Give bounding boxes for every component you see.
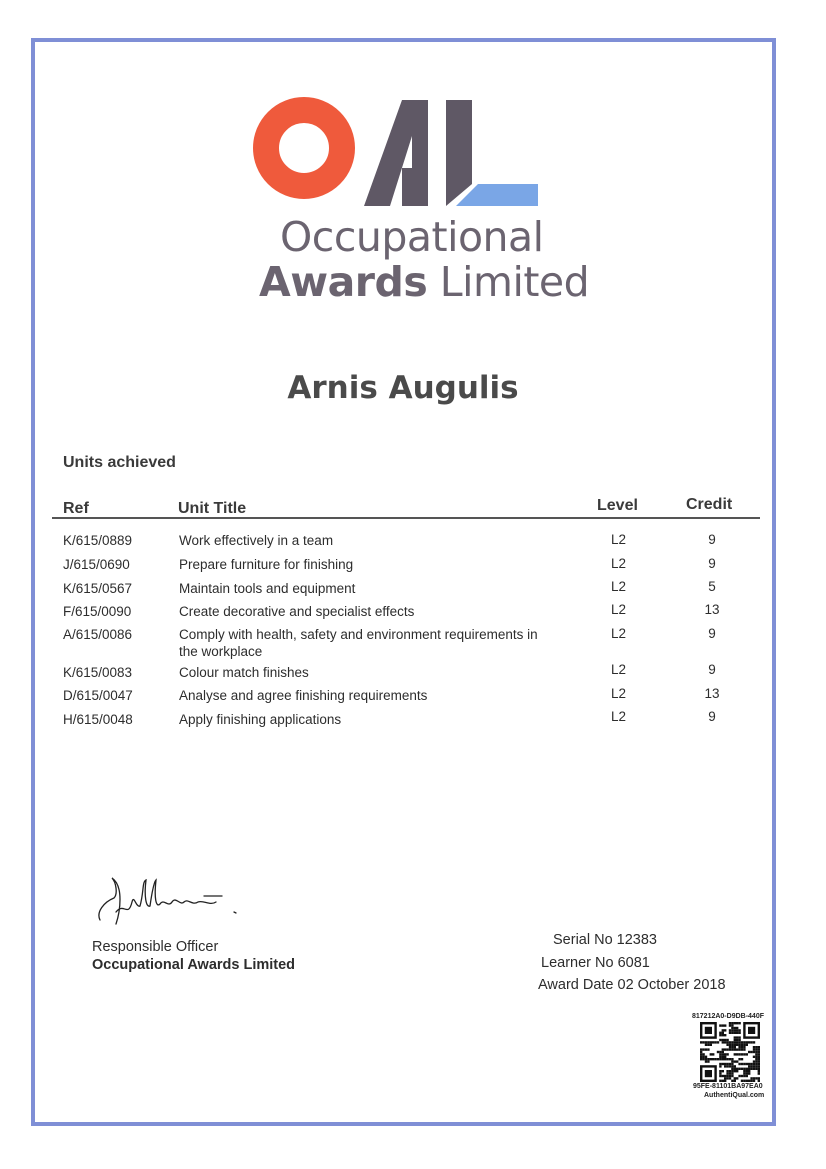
unit-title: Apply finishing applications	[179, 712, 342, 727]
unit-level: L2	[611, 532, 627, 547]
unit-ref: D/615/0047	[63, 688, 133, 703]
unit-title: Work effectively in a team	[179, 533, 334, 548]
unit-ref: K/615/0567	[63, 581, 133, 596]
unit-title	[179, 626, 538, 660]
header-ref: Ref	[63, 500, 89, 517]
unit-credit: 13	[704, 602, 720, 617]
unit-level: L2	[611, 579, 627, 594]
signature	[94, 872, 244, 932]
unit-ref: K/615/0889	[63, 533, 133, 548]
unit-credit: 9	[708, 626, 716, 641]
header-level: Level	[597, 497, 638, 514]
serial-number: Serial No 12383	[553, 932, 657, 948]
logo-o-ring	[266, 110, 342, 186]
unit-title: Prepare furniture for finishing	[179, 557, 354, 572]
unit-ref: K/615/0083	[63, 665, 133, 680]
unit-ref: J/615/0690	[63, 557, 130, 572]
logo-text-line1: Occupational	[280, 213, 544, 261]
logo-l-foot	[456, 184, 538, 206]
unit-ref: F/615/0090	[63, 604, 132, 619]
award-date: Award Date 02 October 2018	[538, 977, 726, 993]
unit-title-line1: Comply with health, safety and environment requirements in	[179, 627, 538, 642]
unit-credit: 9	[708, 532, 716, 547]
unit-credit: 13	[704, 686, 720, 701]
unit-title: Create decorative and specialist effects	[179, 604, 415, 619]
qr-code-bottom-text: 95FE-81101BA97EA0	[693, 1083, 763, 1090]
unit-ref: H/615/0048	[63, 712, 133, 727]
units-heading: Units achieved	[63, 454, 176, 471]
unit-title: Colour match finishes	[179, 665, 309, 680]
unit-level: L2	[611, 602, 627, 617]
unit-level: L2	[611, 686, 627, 701]
logo-text-line2: Awards Limited	[259, 258, 590, 306]
unit-ref: A/615/0086	[63, 627, 133, 642]
unit-credit: 5	[708, 579, 716, 594]
unit-credit: 9	[708, 709, 716, 724]
header-rule	[52, 517, 760, 519]
unit-level: L2	[611, 626, 627, 641]
unit-credit: 9	[708, 556, 716, 571]
qr-code-top-text: 817212A0-D9DB-440F	[692, 1013, 764, 1020]
logo-a-shape	[364, 100, 428, 206]
qr-site-text: AuthentiQual.com	[704, 1092, 765, 1099]
unit-level: L2	[611, 709, 627, 724]
header-credit: Credit	[686, 496, 733, 513]
learner-number: Learner No 6081	[541, 955, 650, 971]
learner-name: Arnis Augulis	[287, 370, 519, 406]
unit-level: L2	[611, 662, 627, 677]
header-unit-title: Unit Title	[178, 500, 247, 517]
qr-code	[700, 1022, 760, 1082]
officer-block	[92, 938, 295, 974]
unit-credit: 9	[708, 662, 716, 677]
logo-l-stem	[446, 100, 472, 206]
officer-org: Occupational Awards Limited	[92, 957, 296, 973]
unit-level: L2	[611, 556, 627, 571]
unit-title: Maintain tools and equipment	[179, 581, 356, 596]
unit-title-line2: the workplace	[179, 644, 263, 659]
unit-title: Analyse and agree finishing requirements	[179, 688, 428, 703]
officer-role: Responsible Officer	[92, 939, 219, 955]
